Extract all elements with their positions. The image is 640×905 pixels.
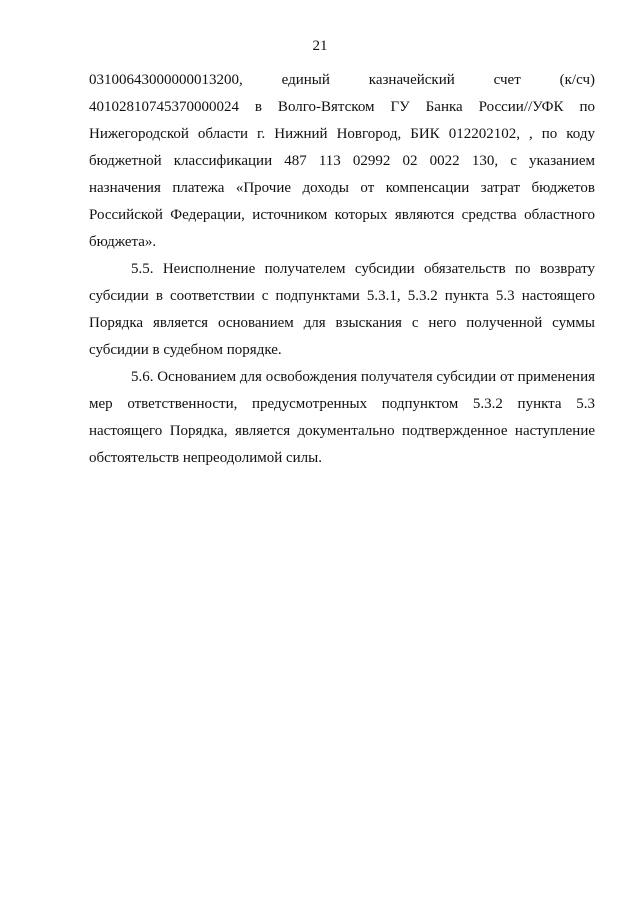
paragraph-payment-details-continuation: 40102810745370000024 в Волго-Вятском ГУ Банка России//УФК по Нижегородской области г. Нижний Новгород, БИК 012202102, , по коду бюджетной классификации 487 113 02992 02 0022 130, с указанием назначения платежа «Прочие доходы от компенсации затрат бюджетов Российской Федерации, источником которых являются средства областного бюджета». [89, 99, 595, 250]
document-body [89, 67, 595, 472]
paragraph-payment-details [89, 67, 595, 256]
page-number: 21 [312, 38, 328, 54]
paragraph-payment-details-first-line: 03100643000000013200, единый казначейский счет (к/сч) [89, 72, 595, 88]
paragraph-5-5: 5.5. Неисполнение получателем субсидии обязательств по возврату субсидии в соответствии с подпунктами 5.3.1, 5.3.2 пункта 5.3 настоящего Порядка является основанием для взыскания с него полученной суммы субсидии в судебном порядке. [89, 261, 595, 358]
paragraph-5-6: 5.6. Основанием для освобождения получателя субсидии от применения мер ответственности, предусмотренных подпунктом 5.3.2 пункта 5.3 настоящего Порядка, является документально подтвержденное наступление обстоятельств непреодолимой силы. [89, 369, 595, 466]
